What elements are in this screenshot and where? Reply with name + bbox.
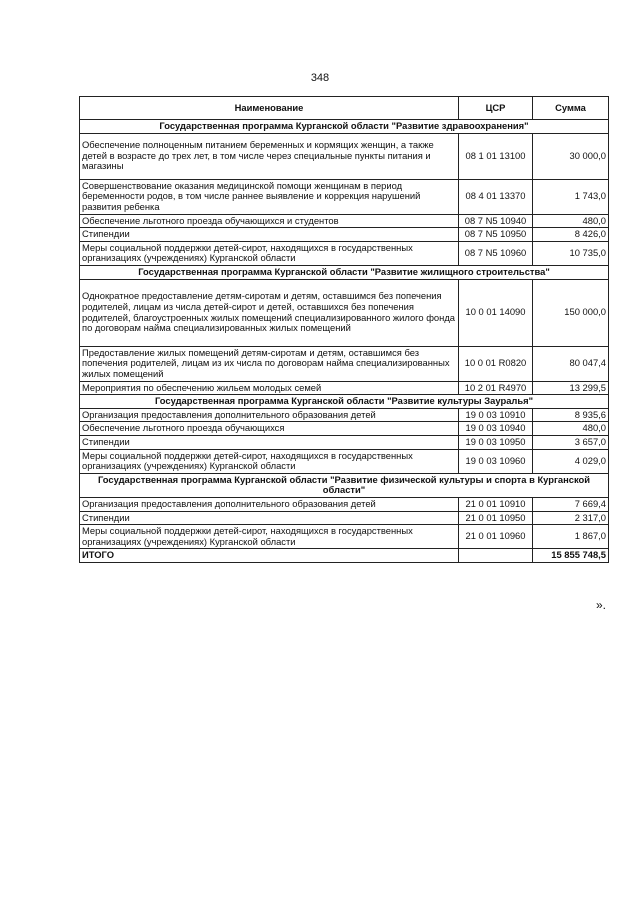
section-title: Государственная программа Курганской области "Развитие культуры Зауралья" [80,395,609,409]
table-row [80,214,609,228]
row-sum: 2 317,0 [533,511,609,525]
total-csr-cell [459,549,533,563]
row-name: Организация предоставления дополнительного образования детей [80,408,459,422]
table-row [80,497,609,511]
row-name: Однократное предоставление детям-сиротам и детям, оставшимся без попечения родителей, лицам из числа детей-сирот и детей, оставшихся без попечения родителей, благоустроенных жилых помещений специализированного жилого фонда по договорам найма специализированных жилых помещений [80,279,459,346]
row-name: Мероприятия по обеспечению жильем молодых семей [80,381,459,395]
section-row [80,395,609,409]
row-name: Стипендии [80,228,459,242]
row-sum: 480,0 [533,214,609,228]
total-row [80,549,609,563]
table-row [80,449,609,473]
section-row [80,473,609,497]
column-header-csr: ЦСР [459,97,533,120]
row-name: Обеспечение полноценным питанием беременных и кормящих женщин, а также детей в возрасте до трех лет, в том числе через специальные пункты питания и магазины [80,133,459,179]
page-number: 348 [310,72,330,84]
row-sum: 480,0 [533,422,609,436]
row-name: Обеспечение льготного проезда обучающихся и студентов [80,214,459,228]
table-row [80,279,609,346]
section-title: Государственная программа Курганской области "Развитие жилищного строительства" [80,265,609,279]
table-row [80,133,609,179]
row-csr: 10 0 01 R0820 [459,346,533,381]
table-row [80,346,609,381]
row-name: Стипендии [80,435,459,449]
table-row [80,525,609,549]
table-row [80,228,609,242]
row-csr: 21 0 01 10910 [459,497,533,511]
row-name: Совершенствование оказания медицинской помощи женщинам в период беременности родов, в том числе раннее выявление и коррекция нарушений развития ребенка [80,179,459,214]
table-header-row [80,97,609,120]
row-sum: 10 735,0 [533,241,609,265]
total-label: ИТОГО [80,549,459,563]
row-sum: 4 029,0 [533,449,609,473]
row-sum: 8 426,0 [533,228,609,242]
row-name: Стипендии [80,511,459,525]
table-row [80,241,609,265]
row-name: Обеспечение льготного проезда обучающихся [80,422,459,436]
table-row [80,435,609,449]
row-csr: 19 0 03 10960 [459,449,533,473]
closing-quote-mark: ». [596,598,607,612]
row-sum: 150 000,0 [533,279,609,346]
row-sum: 1 743,0 [533,179,609,214]
row-sum: 1 867,0 [533,525,609,549]
row-name: Предоставление жилых помещений детям-сиротам и детям, оставшимся без попечения родителей, лицам из их числа по договорам найма специализированных жилых помещений [80,346,459,381]
row-csr: 08 7 N5 10940 [459,214,533,228]
row-csr: 21 0 01 10960 [459,525,533,549]
table-row [80,381,609,395]
row-name: Меры социальной поддержки детей-сирот, находящихся в государственных организациях (учреждениях) Курганской области [80,241,459,265]
row-csr: 10 0 01 14090 [459,279,533,346]
row-sum: 30 000,0 [533,133,609,179]
section-row [80,265,609,279]
row-name: Меры социальной поддержки детей-сирот, находящихся в государственных организациях (учреждениях) Курганской области [80,525,459,549]
section-title: Государственная программа Курганской области "Развитие здравоохранения" [80,120,609,134]
row-sum: 3 657,0 [533,435,609,449]
table-row [80,179,609,214]
column-header-name: Наименование [80,97,459,120]
row-sum: 80 047,4 [533,346,609,381]
row-sum: 7 669,4 [533,497,609,511]
row-csr: 08 7 N5 10960 [459,241,533,265]
row-sum: 8 935,6 [533,408,609,422]
table-row [80,422,609,436]
table-row [80,511,609,525]
total-sum: 15 855 748,5 [533,549,609,563]
row-csr: 08 7 N5 10950 [459,228,533,242]
row-csr: 10 2 01 R4970 [459,381,533,395]
row-csr: 08 1 01 13100 [459,133,533,179]
row-csr: 19 0 03 10950 [459,435,533,449]
column-header-sum: Сумма [533,97,609,120]
section-row [80,120,609,134]
row-name: Организация предоставления дополнительного образования детей [80,497,459,511]
row-csr: 21 0 01 10950 [459,511,533,525]
budget-table [79,96,609,563]
row-csr: 19 0 03 10910 [459,408,533,422]
row-name: Меры социальной поддержки детей-сирот, находящихся в государственных организациях (учреждениях) Курганской области [80,449,459,473]
table-row [80,408,609,422]
row-csr: 19 0 03 10940 [459,422,533,436]
row-sum: 13 299,5 [533,381,609,395]
table-body [80,120,609,549]
row-csr: 08 4 01 13370 [459,179,533,214]
section-title: Государственная программа Курганской области "Развитие физической культуры и спорта в Курганской области" [80,473,609,497]
